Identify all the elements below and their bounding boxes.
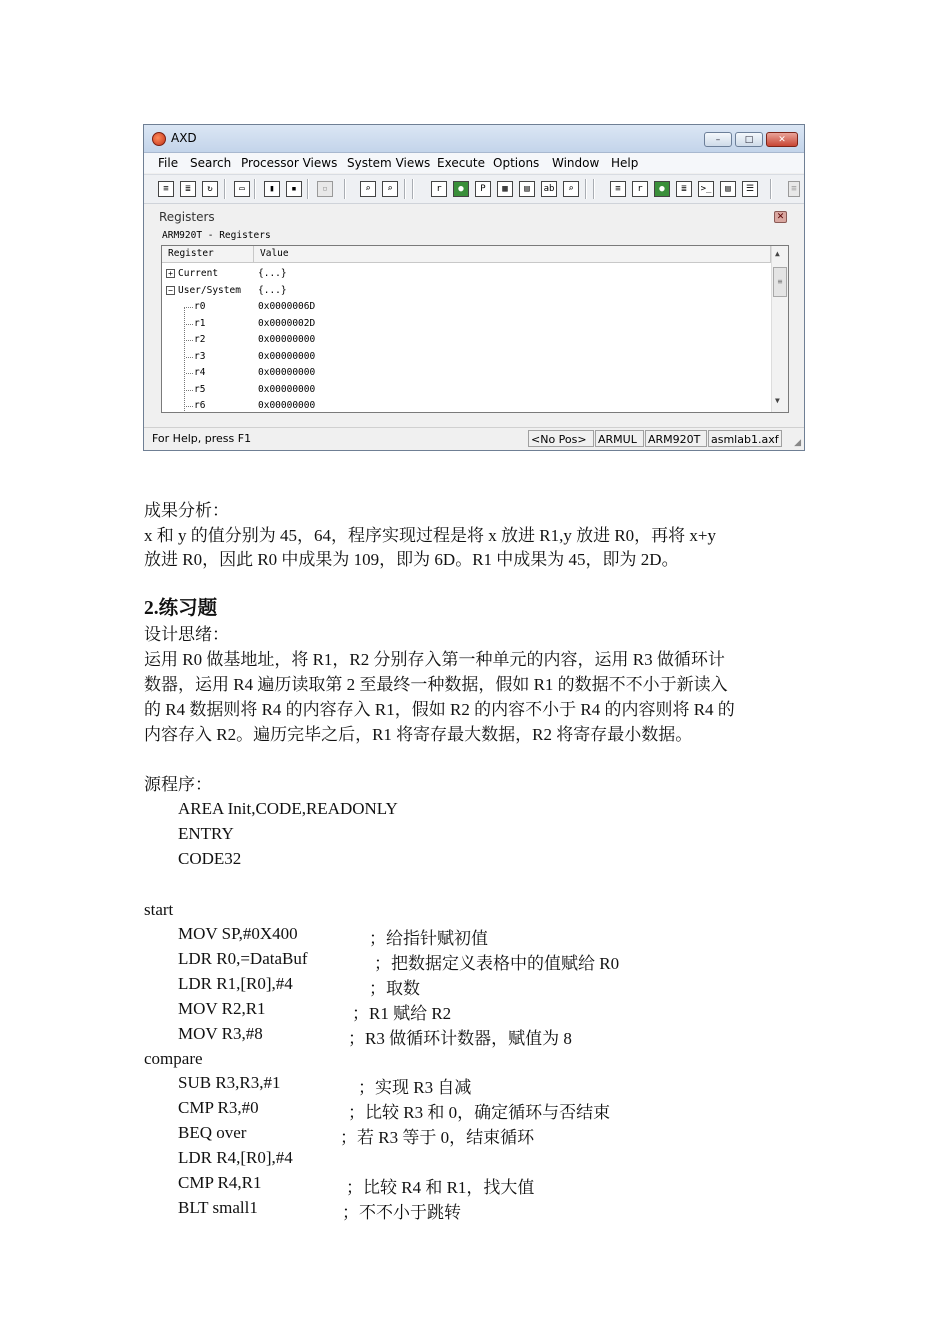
code-comment: ；R3 做循环计数器，赋值为 8 [348,1029,572,1048]
status-target: ARMUL [595,430,644,447]
low-level-icon[interactable]: ab [541,181,557,197]
toolbar-separator [254,179,256,199]
tree-branch [186,340,193,341]
register-name: r1 [194,318,206,329]
menu-search[interactable]: Search [190,156,232,170]
toolbar-separator [344,179,346,199]
code-directive: AREA Init,CODE,READONLY [178,799,398,818]
menu-processor-views[interactable]: Processor Views [241,156,338,170]
register-name: r6 [194,400,206,411]
vertical-scrollbar[interactable] [771,246,789,412]
output-icon[interactable]: ▤ [720,181,736,197]
group-row-current[interactable] [162,266,770,282]
design-title: 设计思绪： [144,625,229,644]
register-name: r5 [194,384,206,395]
register-value: 0x00000000 [258,334,316,345]
view-a-icon[interactable]: ≡ [610,181,626,197]
design-line: 数器，运用 R4 遍历读取第 2 至最终一种数据，假如 R1 的数据不不小于新读入 [144,675,728,694]
group-name: Current [178,268,219,279]
code-instruction: BLT small1 [178,1198,258,1217]
column-header-register[interactable]: Register [162,246,254,263]
code-comment: ；若 R3 等于 0，结束循环 [340,1128,535,1147]
collapse-icon[interactable]: − [166,286,175,295]
window-title: AXD [171,131,197,145]
registers-panel [152,205,795,423]
code-instruction: LDR R0,=DataBuf [178,949,308,968]
code-comment: ；给指针赋初值 [369,929,488,948]
register-name: r2 [194,334,206,345]
code-instruction: MOV R2,R1 [178,999,266,1018]
toolbar-separator [307,179,309,199]
menu-execute[interactable]: Execute [437,156,485,170]
panel-title: Registers [159,210,215,224]
register-row[interactable] [162,382,770,398]
register-value: 0x0000006D [258,301,316,312]
analysis-line: x 和 y 的值分别为 45，64，程序实现过程是将 x 放进 R1,y 放进 R0，再将 x+y [144,526,717,545]
design-line: 的 R4 数据则将 R4 的内容存入 R1，假如 R2 的内容不小于 R4 的内容则将 R4 的 [144,700,735,719]
group-name: User/System [178,285,241,296]
tree-branch [186,324,193,325]
exercise-heading: 2.练习题 [144,598,218,619]
toolbar [144,174,804,204]
code-comment: ；实现 R3 自减 [358,1078,472,1097]
status-processor: ARM920T [645,430,707,447]
maximize-button[interactable]: □ [735,132,763,147]
code-instruction: MOV SP,#0X400 [178,924,298,943]
toolbar-separator [404,179,406,199]
register-name: r4 [194,367,206,378]
title-bar [144,125,804,153]
memory-icon[interactable]: ▦ [497,181,513,197]
design-line: 内容存入 R2。遍历完毕之后，R1 将寄存最大数据，R2 将寄存最小数据。 [144,725,693,744]
expand-icon[interactable]: + [166,269,175,278]
tree-branch [186,307,193,308]
register-row[interactable] [162,398,770,413]
code-instruction: SUB R3,R3,#1 [178,1073,281,1092]
register-grid [161,245,789,413]
list-icon[interactable]: ☰ [742,181,758,197]
register-row[interactable] [162,349,770,365]
register-name: r3 [194,351,206,362]
code-instruction: CMP R3,#0 [178,1098,259,1117]
code-instruction: MOV R3,#8 [178,1024,263,1043]
code-instruction: CMP R4,R1 [178,1173,262,1192]
code-comment: ；比较 R4 和 R1，找大值 [346,1178,535,1197]
reload-icon[interactable]: ↻ [202,181,218,197]
code-directive: ENTRY [178,824,234,843]
save-icon[interactable]: ▪ [286,181,302,197]
tree-branch [186,406,193,407]
register-value: 0x00000000 [258,400,316,411]
scroll-up-icon[interactable]: ▲ [775,249,780,258]
extra-icon[interactable]: ≡ [788,181,800,197]
panel-subtitle: ARM920T - Registers [162,230,271,241]
code-label-start: start [144,900,174,919]
find-icon[interactable]: ⌕ [360,181,376,197]
menu-help[interactable]: Help [611,156,639,170]
toolbar-separator [224,179,226,199]
register-value: 0x00000000 [258,384,316,395]
scroll-thumb[interactable]: ≡ [773,267,787,297]
code-label-compare: compare [144,1049,203,1068]
status-help-text: For Help, press F1 [152,432,252,445]
view-b-icon[interactable]: r [632,181,648,197]
register-value: 0x00000000 [258,367,316,378]
menu-file[interactable]: File [158,156,179,170]
register-name: r0 [194,301,206,312]
watch-icon[interactable]: ● [453,181,469,197]
group-value: {...} [258,285,287,296]
column-header-value[interactable]: Value [254,246,771,263]
register-value: 0x0000002D [258,318,316,329]
code-comment: ；比较 R3 和 0，确定循环与否结束 [348,1103,611,1122]
toolbar-separator [770,179,772,199]
menu-options[interactable]: Options [493,156,540,170]
registers-icon[interactable]: r [431,181,447,197]
source-file-icon[interactable]: ≡ [158,181,174,197]
toolbar-separator [412,179,414,199]
group-row-user-system[interactable] [162,283,770,299]
open-folder-icon[interactable]: ▭ [234,181,250,197]
tree-branch [186,357,193,358]
register-row[interactable] [162,316,770,332]
disassembly-icon[interactable]: ▤ [519,181,535,197]
panel-close-icon[interactable]: ✕ [774,211,787,223]
code-instruction: BEQ over [178,1123,247,1142]
resize-grip-icon[interactable]: ◢ [794,438,801,448]
source-title: 源程序： [144,775,212,794]
close-button[interactable]: ✕ [766,132,798,147]
minimize-button[interactable]: – [704,132,732,147]
status-position: <No Pos> [528,430,594,447]
code-comment: ；取数 [369,979,420,998]
code-comment: ；把数据定义表格中的值赋给 R0 [374,954,620,973]
variables-icon[interactable]: P [475,181,491,197]
menu-bar [144,153,804,173]
console-icon[interactable]: >_ [698,181,714,197]
analysis-title: 成果分析： [144,501,229,520]
disabled-icon: ▫ [317,181,333,197]
scroll-down-icon[interactable]: ▼ [775,396,780,405]
menu-system-views[interactable]: System Views [347,156,431,170]
group-value: {...} [258,268,287,279]
code-instruction: LDR R1,[R0],#4 [178,974,293,993]
toolbar-separator [593,179,595,199]
code-comment: ；R1 赋给 R2 [352,1004,452,1023]
menu-window[interactable]: Window [552,156,600,170]
tree-branch [186,373,193,374]
status-image: asmlab1.axf [708,430,782,447]
register-value: 0x00000000 [258,351,316,362]
axd-window [143,124,805,451]
analysis-line: 放进 R0，因此 R0 中成果为 109，即为 6D。R1 中成果为 45，即为 2D。 [144,550,679,569]
register-row[interactable] [162,365,770,381]
axd-app-icon [152,132,166,146]
code-directive: CODE32 [178,849,242,868]
view-c-icon[interactable]: ● [654,181,670,197]
tree-branch [186,390,193,391]
source-file-list-icon[interactable]: ≣ [180,181,196,197]
view-d-icon[interactable]: ≣ [676,181,692,197]
code-instruction: LDR R4,[R0],#4 [178,1148,293,1167]
register-row[interactable] [162,332,770,348]
load-image-icon[interactable]: ▮ [264,181,280,197]
design-line: 运用 R0 做基地址，将 R1，R2 分别存入第一种单元的内容，运用 R3 做循环计 [144,650,725,669]
code-comment: ；不不小于跳转 [342,1203,461,1222]
find-next-icon[interactable]: ⌕ [382,181,398,197]
search-icon[interactable]: ⌕ [563,181,579,197]
toolbar-separator [585,179,587,199]
status-bar [144,427,804,450]
register-row[interactable] [162,299,770,315]
